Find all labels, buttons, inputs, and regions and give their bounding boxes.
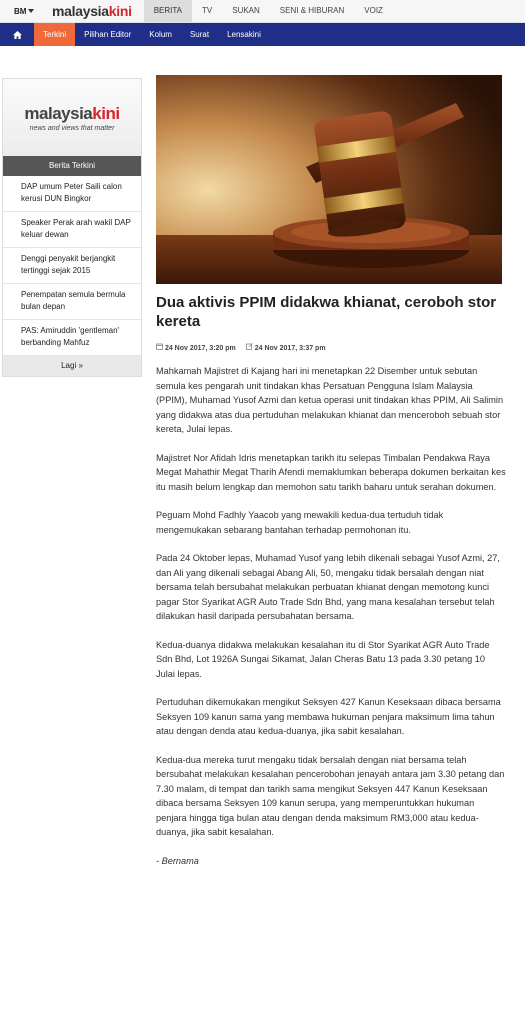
edit-icon [246, 343, 253, 350]
published-time-text: 24 Nov 2017, 3:20 pm [164, 345, 236, 352]
sidebar-heading: Berita Terkini [3, 156, 141, 176]
main-navbar [0, 23, 525, 46]
article-paragraph: Kedua-duanya didakwa melakukan kesalahan itu di Stor Syarikat AGR Auto Trade Sdn Bhd, Lot 1926A Sungai Sikamat, Jalan Cheras Batu 13 pada 3.30 petang 10 Julai lepas. [156, 639, 490, 679]
tab-sukan[interactable]: SUKAN [232, 6, 260, 15]
news-link[interactable]: DAP umum Peter Saili calon kerusi DUN Bingkor [3, 176, 141, 212]
nav-terkini[interactable]: Terkini [34, 23, 75, 46]
home-button[interactable] [0, 23, 34, 46]
language-selector[interactable] [0, 7, 50, 16]
nav-surat[interactable]: Surat [189, 30, 210, 39]
article-paragraph: Majistret Nor Afidah Idris menetapkan tarikh itu selepas Timbalan Pendakwa Raya Megat Mahathir Megat Tharih Afendi memaklumkan beberapa dokumen berkaitan kes itu masih belum lengkap dan memohon satu tarikh baharu untuk serahan dokumen. [156, 452, 506, 492]
article-hero-image [156, 75, 502, 284]
article-paragraph: Pertuduhan dikemukakan mengikut Seksyen 427 Kanun Keseksaan dibaca bersama Seksyen 109 kanun sama yang membawa hukuman penjara maksimum lima tahun atau dengan denda atau kedua-duanya, jika sabit kesalahan. [156, 697, 501, 736]
more-button[interactable]: Lagi » [3, 356, 141, 376]
brand-part-2: kini [108, 3, 132, 19]
gavel-image [156, 75, 502, 284]
article-paragraph: Peguam Mohd Fadhly Yaacob yang mewakili kedua-dua tertuduh tidak mengemukakan sebarang bantahan terhadap permohonan itu. [156, 510, 444, 535]
nav-pilihan-editor[interactable]: Pilihan Editor [84, 30, 132, 39]
logo-part-2: kini [92, 103, 120, 123]
language-label: BM [14, 6, 27, 16]
tab-voiz[interactable]: VOIZ [364, 6, 383, 15]
section-tabs [144, 0, 393, 22]
news-link[interactable]: Denggi penyakit berjangkit tertinggi sejak 2015 [3, 248, 141, 284]
sidebar-logo[interactable] [3, 79, 141, 156]
brand-part-1: malaysia [52, 3, 109, 19]
tab-berita[interactable]: BERITA [144, 0, 192, 22]
calendar-icon [156, 343, 163, 350]
tab-seni-hiburan[interactable]: SENI & HIBURAN [279, 6, 345, 15]
chevron-down-icon [28, 9, 34, 13]
updated-time [246, 343, 326, 352]
logo-part-1: malaysia [24, 103, 93, 123]
nav-kolum[interactable]: Kolum [149, 30, 172, 39]
latest-news-sidebar [2, 78, 142, 377]
article-byline: - Bernama [156, 855, 199, 866]
home-icon [13, 31, 22, 39]
sidebar-logo-text [24, 104, 119, 124]
article-body [156, 364, 506, 882]
news-link[interactable]: PAS: Amiruddin 'gentleman' berbanding Mahfuz [3, 320, 141, 356]
tab-tv[interactable]: TV [202, 6, 213, 15]
article-meta [156, 343, 326, 352]
article-title: Dua aktivis PPIM didakwa khianat, ceroboh stor kereta [156, 294, 497, 330]
article-paragraph: Pada 24 Oktober lepas, Muhamad Yusof yang lebih dikenali sebagai Yusof Azmi, 27, dan Ali yang dikenali sebagai Abang Ali, 50, mengaku tidak bersalah dengan niat bersama telah bersubahat melakukan perbuatan khianat dengan memotong kunci pagar Stor Syarikat AGR Auto Trade Sdn Bhd, yang mana kesalahan tersebut telah dilakukan hasil daripada persubahatan bersama. [156, 553, 500, 621]
brand-logo[interactable] [50, 3, 144, 19]
article-paragraph: Kedua-dua mereka turut mengaku tidak bersalah dengan niat bersama telah bersubahat melakukan kesalahan pencerobohan jenayah antara jam 3.30 petang dan 7.30 malam, di tempat dan tarikh sama mengikut Seksyen 447 Kanun Keseksaan dibaca bersama Seksyen 109 kanun serupa, yang memperuntukkan hukuman penjara hingga tiga bulan atau dengan denda maksimum RM3,000 atau kedua-duanya, jika sabit kesalahan. [156, 754, 505, 837]
news-link[interactable]: Speaker Perak arah wakil DAP keluar dewan [3, 212, 141, 248]
updated-time-text: 24 Nov 2017, 3:37 pm [254, 345, 326, 352]
logo-tagline: news and views that matter [29, 124, 115, 132]
top-bar [0, 0, 525, 23]
nav-lensakini[interactable]: Lensakini [227, 30, 261, 39]
article-paragraph: Mahkamah Majistret di Kajang hari ini menetapkan 22 Disember untuk sebutan semula kes pengarah unit tindakan khas Persatuan Pengguna Islam Malaysia (PPIM), Muhamad Yusof Azmi dan ketua operasi unit tindakan khas PPIM, Ali Salimin yang didakwa atas dua pertuduhan melakukan khianat dan menceroboh sebuah stor kereta, Julai lepas. [156, 366, 504, 434]
published-time [156, 343, 236, 352]
news-link[interactable]: Penempatan semula bermula bulan depan [3, 284, 141, 320]
